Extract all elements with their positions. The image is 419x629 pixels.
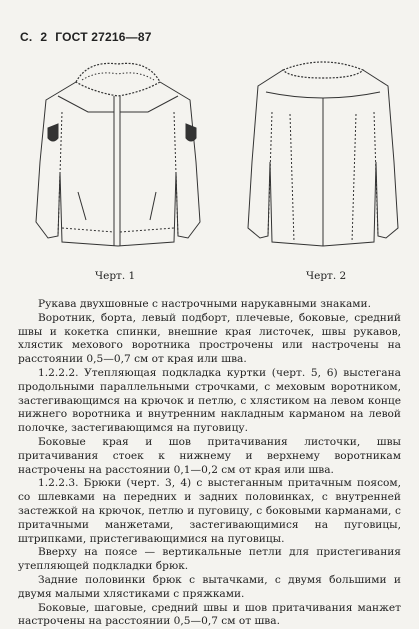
paragraph: Боковые, шаговые, средний швы и шов притачивания манжет настрочены на расстоянии 0,5—0,7 см от шва.: [18, 601, 401, 628]
body-text: [18, 298, 401, 629]
standard-number: ГОСТ 27216—87: [55, 30, 152, 44]
paragraph: Воротник, борта, левый подборт, плечевые, боковые, средний швы и кокетка спинки, внешние края листочек, швы рукавов, хлястик мехового воротника прострочены или настрочены на расстоянии 0,5—0,7 см от края или шва.: [18, 311, 401, 366]
paragraph: 1.2.2.2. Утепляющая подкладка куртки (черт. 5, 6) выстегана продольными параллельными строчками, с меховым воротником, застегивающимся на крючок и петлю, с хлястиком на левом конце нижнего воротника и внутренним накладным карманом на левой полочке, застегивающимся на пуговицу.: [18, 366, 401, 435]
paragraph: Рукава двухшовные с настрочными нарукавными знаками.: [38, 298, 371, 310]
paragraph: Задние половинки брюк с вытачками, с двумя большими и двумя малыми хлястиками с пряжками.: [18, 573, 401, 600]
page-number: 2: [40, 30, 48, 44]
paragraph: 1.2.2.3. Брюки (черт. 3, 4) с выстеганным притачным поясом, со шлевками на передних и задних половинках, с внутренней застежкой на крючок, петлю и пуговицу, с боковыми карманами, с притачными манжетами, застегивающимися на пуговицы, штрипками, пристегивающимися на пуговицы.: [18, 477, 401, 545]
figure-1-caption: Черт. 1: [95, 270, 136, 282]
page-prefix: С.: [20, 30, 33, 44]
paragraph: Боковые края и шов притачивания листочки, швы притачивания стоек к нижнему и верхнему воротникам настрочены на расстоянии 0,1—0,2 см от края или шва.: [18, 435, 401, 476]
page-header: [20, 30, 160, 44]
jacket-back-drawing: [238, 52, 408, 262]
jacket-front-drawing: [18, 52, 218, 262]
paragraph: Вверху на поясе — вертикальные петли для пристегивания утепляющей подкладки брюк.: [18, 546, 401, 573]
figure-2-caption: Черт. 2: [306, 270, 347, 282]
